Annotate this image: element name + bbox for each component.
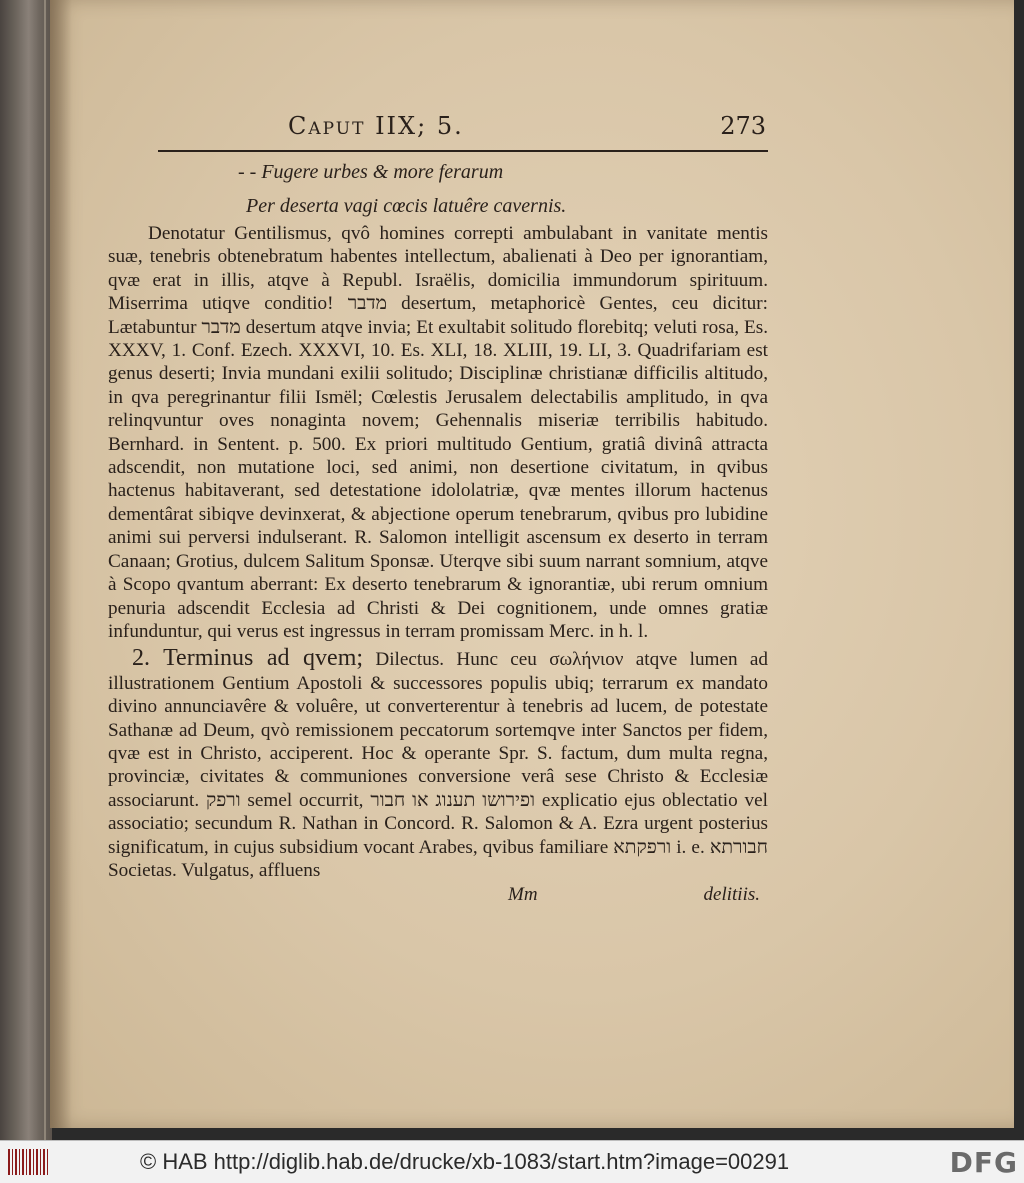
footer-bar <box>0 1140 1024 1183</box>
page-footer-line <box>108 884 768 910</box>
signature-mark: Mm <box>508 884 538 906</box>
barcode-icon <box>8 1149 48 1175</box>
verse-line: - - Fugere urbes & more ferarum <box>238 161 504 183</box>
catchword: delitiis. <box>703 884 760 906</box>
body-paragraph: Denotatur Gentilismus, qvô homines correpti ambulabant in vanitate mentis suæ, tenebris obtenebratum habentes intellectum, abalienati à Deo per ignorantiam, qvæ erat in illis, atqve à Republ. Israëlis, domicilia immundorum spirituum. Miserrima utiqve conditio! מדבר desertum, metaphoricè Gentes, ceu dicitur: Lætabuntur מדבר desertum atqve invia; Et exultabit solitudo florebitq; veluti rosa, Es. XXXV, 1. Conf. Ezech. XXXVI, 10. Es. XLI, 18. XLIII, 19. LI, 3. Quadrifariam est genus deserti; Invia mundani exilii solitudo; Disciplinæ christianæ difficilis altitudo, in qva peregrinantur filii Ismël; Cœlestis Jerusalem delectabilis amplitudo, in qva relinqvuntur oves nonaginta novem; Gehennalis miseriæ terribilis habitudo. Bernhard. in Sentent. p. 500. Ex priori multitudo Gentium, gratiâ divinâ attracta adscendit, non mutatione loci, sed animi, non desertione civitatum, in qvibus hactenus habitaverant, sed detestatione idololatriæ, qvæ mentes illorum hactenus dementârat sibiqve devinxerat, & abjectione operum tenebrarum, qvibus pro lubidine animi sui perversi indulserant. R. Salomon intelligit ascensum ex deserto in terram Canaan; Grotius, dulcem Salitum Sponsæ. Uterqve sibi suum narrant somnium, atqve à Scopo qvantum aberrant: Ex deserto tenebrarum & ignorantiæ, ubi rerum omnium penuria adscendit Ecclesia ad Christi & Dei cognitionem, unde omnes gratiæ infunduntur, qui verus est ingressus in terram promissam Merc. in h. l. <box>108 223 768 642</box>
verse-line: Per deserta vagi cœcis latuêre cavernis. <box>246 195 567 217</box>
running-title: Caput IIX; 5. <box>288 112 464 140</box>
section-lead: 2. Terminus ad qvem; <box>132 645 364 672</box>
running-head <box>108 110 768 150</box>
scanned-page <box>50 0 1014 1128</box>
copyright-url-text: © HAB http://diglib.hab.de/drucke/xb-1083/start.htm?image=00291 <box>140 1149 790 1174</box>
section-text: Dilectus. Hunc ceu σωλήνιον atqve lumen ad illustrationem Gentium Apostoli & successores populis ubiq; terrarum ex mandato divino annunciavêre & voluêre, ut converterentur à tenebris ad lucem, de potestate Sathanæ ad Deum, qvò remissionem peccatorum sortemqve inter Sanctos per fidem, qvæ est in Christo, acciperent. Hoc & operante Spr. S. factum, dum multa regna, provinciæ, civitates & communiones conversione verâ sese Christo & Ecclesiæ associarunt. ורפק semel occurrit, ופירושו תענוג או חבור explicatio ejus oblectatio vel associatio; secundum R. Nathan in Concord. R. Salomon & A. Ezra urgent posterius significatum, in cujus subsidium vocant Arabes, qvibus familiare ורפקתא i. e. חבורתא Societas. Vulgatus, affluens <box>108 649 769 881</box>
book-spine-edge <box>0 0 52 1140</box>
page-number: 273 <box>720 112 766 140</box>
section-paragraph <box>108 647 768 882</box>
dfg-logo: DFG <box>949 1146 1018 1179</box>
page-text-block <box>108 110 768 910</box>
head-rule <box>158 150 768 152</box>
